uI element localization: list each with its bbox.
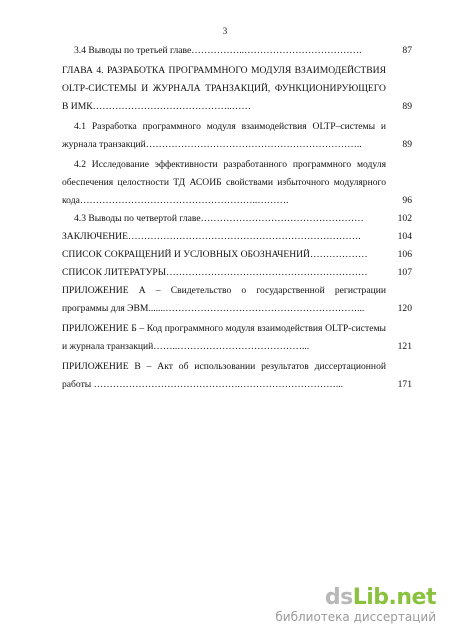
toc-entry-page: 87 [402, 45, 412, 56]
toc-entry-page: 106 [397, 249, 412, 260]
toc-entry-title: 4.3 Выводы по четвертой главе…………………………………………… [74, 213, 364, 224]
toc-entry-page: 120 [397, 303, 412, 314]
toc-entry [62, 320, 412, 356]
toc-entry-page: 96 [402, 195, 412, 206]
toc-entry [62, 282, 412, 318]
toc-entry [62, 358, 412, 394]
toc-entry-title: ПРИЛОЖЕНИЕ А – Свидетельство о государственной регистрации программы для ЭВМ.......……………………………………………………... [62, 285, 386, 314]
dslib-subtitle: библиотека диссертаций [275, 610, 436, 624]
dslib-watermark [275, 586, 436, 624]
toc-entry-page: 107 [397, 267, 412, 278]
toc-entry-page: 89 [402, 139, 412, 150]
toc-entry-title: ПРИЛОЖЕНИЕ Б – Код программного модуля взаимодействия OLTP-системы и журнала транзакций……..…………………………………... [62, 323, 386, 352]
toc-entry-title: ГЛАВА 4. РАЗРАБОТКА ПРОГРАММНОГО МОДУЛЯ ВЗАИМОДЕЙСТВИЯ OLTP-СИСТЕМЫ И ЖУРНАЛА ТРАНЗАКЦИЙ, ФУНКЦИОНИРУЮЩЕГО В ИМК……………………………………..…… [62, 65, 386, 112]
toc-entry [62, 228, 412, 246]
toc-entry-page: 121 [397, 341, 412, 352]
toc-entry-title: 4.2 Исследование эффективности разработанного программного модуля обеспечения целостности ТД АСОИБ свойствами избыточного модулярного кода………………………………………………..………. [62, 159, 386, 206]
toc-entry [62, 156, 412, 210]
toc-entry-page: 89 [402, 101, 412, 112]
table-of-contents [62, 42, 412, 394]
toc-entry-title: СПИСОК ЛИТЕРАТУРЫ……………………………………………………… [62, 267, 368, 278]
dslib-logo: dsLib.net [324, 585, 436, 610]
toc-entry-page: 171 [397, 379, 412, 390]
toc-entry [62, 62, 412, 116]
toc-entry-title: ПРИЛОЖЕНИЕ В – Акт об использовании результатов диссертационной работы ……………………………………….…………………………... [62, 361, 386, 390]
toc-entry [62, 42, 412, 60]
toc-entry-title: СПИСОК СОКРАЩЕНИЙ И УСЛОВНЫХ ОБОЗНАЧЕНИЙ……………… [62, 249, 368, 260]
toc-entry-page: 102 [397, 213, 412, 224]
toc-entry-title: 3.4 Выводы по третьей главе……………..………………………………. [74, 45, 362, 56]
toc-entry [62, 118, 412, 154]
toc-entry [62, 264, 412, 282]
toc-entry-title: ЗАКЛЮЧЕНИЕ………………………………………………………………. [62, 231, 361, 242]
toc-entry-title: 4.1 Разработка программного модуля взаимодействия OLTP–системы и журнала транзакций………………………………………………………….. [62, 121, 386, 150]
toc-entry [62, 246, 412, 264]
toc-entry [62, 210, 412, 228]
toc-entry-page: 104 [397, 231, 412, 242]
page-number: 3 [222, 26, 228, 36]
